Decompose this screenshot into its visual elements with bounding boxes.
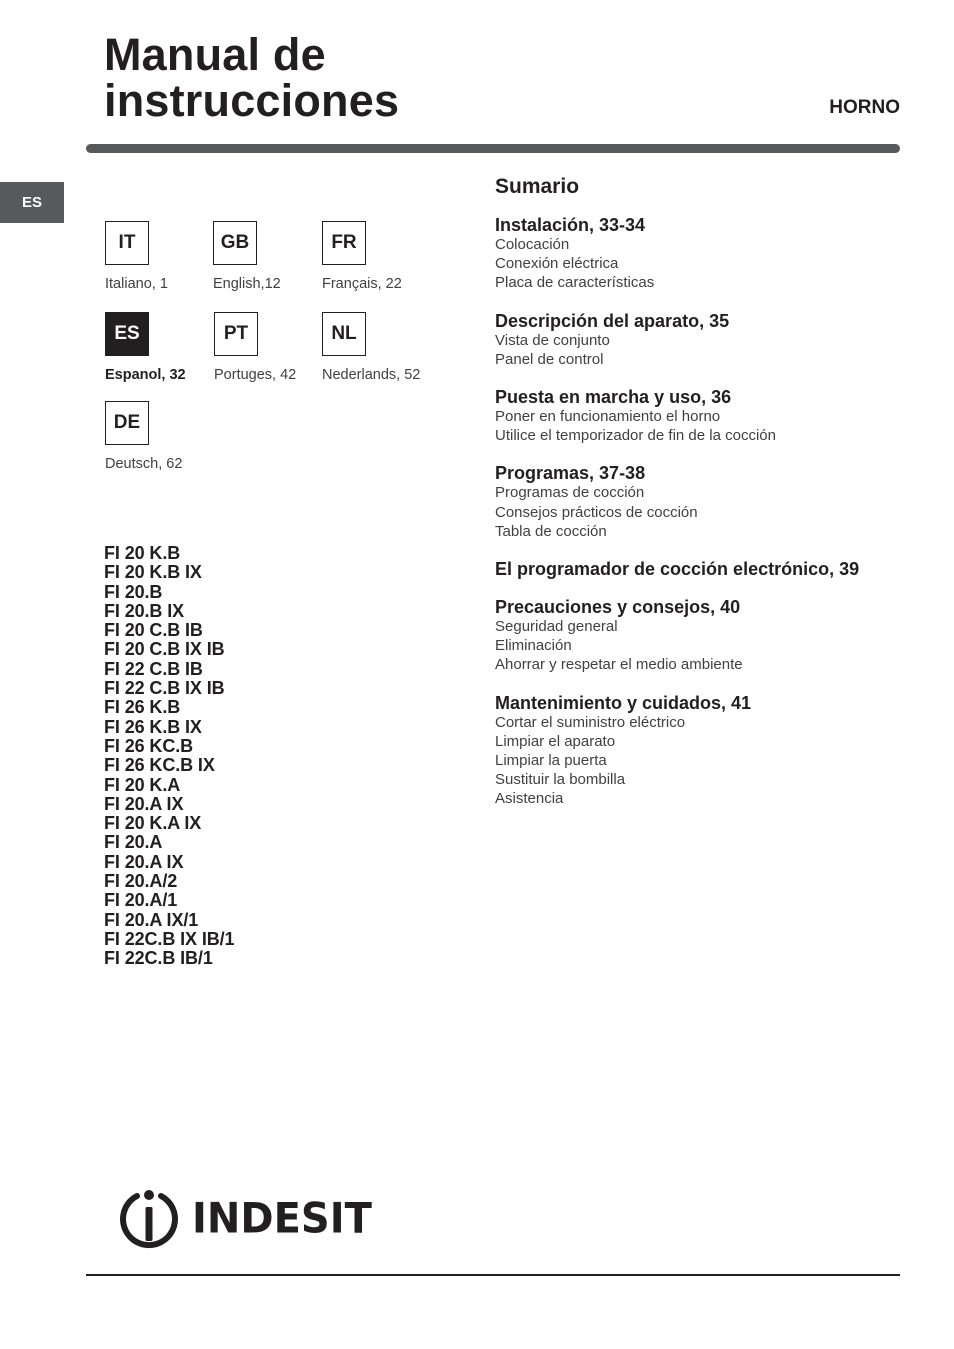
toc-item[interactable]: Conexión eléctrica xyxy=(495,255,619,273)
toc-section-title[interactable]: Programas, 37-38 xyxy=(495,463,646,484)
toc-item[interactable]: Consejos prácticos de cocción xyxy=(495,503,698,521)
title-line-1: Manual de xyxy=(104,29,326,80)
language-code-box: DE xyxy=(105,401,149,445)
model-item: FI 22C.B IB/1 xyxy=(104,948,213,969)
toc-item[interactable]: Placa de características xyxy=(495,274,655,292)
language-side-tab: ES xyxy=(0,182,64,223)
language-fr[interactable] xyxy=(322,221,402,292)
toc-section-precauciones xyxy=(495,598,900,675)
language-label: Espanol, 32 xyxy=(105,367,186,383)
toc-section-instalacion xyxy=(495,216,900,293)
brand-name: INDESIT xyxy=(192,1194,372,1244)
toc-item[interactable]: Programas de cocción xyxy=(495,484,645,502)
toc-item[interactable]: Cortar el suministro eléctrico xyxy=(495,713,686,731)
toc-section-descripcion xyxy=(495,312,900,369)
page-title xyxy=(104,29,400,126)
toc-item[interactable]: Colocación xyxy=(495,236,570,253)
language-code-box: ES xyxy=(105,312,149,356)
model-item: FI 26 KC.B xyxy=(104,735,194,756)
title-line-2: instrucciones xyxy=(104,75,400,126)
language-label: Portuges, 42 xyxy=(214,367,297,383)
language-code-box: FR xyxy=(322,221,366,265)
language-label: Deutsch, 62 xyxy=(105,456,183,472)
toc-section-title[interactable]: Instalación, 33-34 xyxy=(495,215,646,235)
toc-item[interactable]: Utilice el temporizador de fin de la cocción xyxy=(495,427,776,445)
language-code-box: IT xyxy=(105,221,149,265)
model-list xyxy=(104,544,234,969)
language-label: Français, 22 xyxy=(322,276,402,292)
summary-title: Sumario xyxy=(495,175,580,198)
model-item: FI 22 C.B IX IB xyxy=(104,678,225,699)
model-item: FI 22 C.B IB xyxy=(104,658,203,679)
toc-item[interactable]: Asistencia xyxy=(495,790,564,808)
language-label: English,12 xyxy=(213,276,281,292)
toc-section-programador xyxy=(495,560,900,579)
toc-item[interactable]: Seguridad general xyxy=(495,618,618,636)
footer-divider xyxy=(86,1274,900,1276)
toc-section-title[interactable]: Precauciones y consejos, 40 xyxy=(495,597,741,618)
model-item: FI 20 C.B IB xyxy=(104,620,203,641)
toc-item[interactable]: Poner en funcionamiento el horno xyxy=(495,408,721,426)
language-es[interactable] xyxy=(105,312,186,383)
language-nl[interactable] xyxy=(322,312,421,383)
toc-item[interactable]: Ahorrar y respetar el medio ambiente xyxy=(495,656,743,674)
language-label: Italiano, 1 xyxy=(105,276,168,292)
model-item: FI 20.A IX xyxy=(104,851,184,872)
language-gb[interactable] xyxy=(213,221,281,292)
language-code-box: GB xyxy=(213,221,257,265)
model-item: FI 20 C.B IX IB xyxy=(104,639,225,660)
model-item: FI 20.A xyxy=(104,832,163,853)
model-item: FI 26 K.B IX xyxy=(104,716,202,737)
model-item: FI 20 K.A xyxy=(104,774,181,795)
toc-section-puesta-en-marcha xyxy=(495,388,900,445)
toc-section-title[interactable]: Descripción del aparato, 35 xyxy=(495,310,730,331)
model-item: FI 20 K.B IX xyxy=(104,562,202,583)
product-type: HORNO xyxy=(829,97,900,118)
toc-item[interactable]: Eliminación xyxy=(495,637,572,655)
model-item: FI 26 K.B xyxy=(104,697,181,718)
language-pt[interactable] xyxy=(214,312,297,383)
toc-item[interactable]: Vista de conjunto xyxy=(495,331,610,349)
indesit-logo xyxy=(116,1186,372,1252)
model-item: FI 22C.B IX IB/1 xyxy=(104,928,235,949)
model-item: FI 20.B IX xyxy=(104,600,185,621)
model-item: FI 20 K.B xyxy=(104,543,181,563)
toc-section-programas xyxy=(495,464,900,541)
toc-section-title[interactable]: Mantenimiento y cuidados, 41 xyxy=(495,692,752,713)
header-divider xyxy=(86,144,900,153)
toc-item[interactable]: Limpiar el aparato xyxy=(495,732,616,750)
model-item: FI 20 K.A IX xyxy=(104,813,202,834)
model-item: FI 20.B xyxy=(104,581,163,602)
indesit-logo-icon xyxy=(116,1186,182,1252)
model-item: FI 26 KC.B IX xyxy=(104,755,215,776)
toc-item[interactable]: Sustituir la bombilla xyxy=(495,771,626,789)
language-code-box: NL xyxy=(322,312,366,356)
toc-item[interactable]: Tabla de cocción xyxy=(495,522,607,540)
model-item: FI 20.A IX xyxy=(104,793,184,814)
model-item: FI 20.A/1 xyxy=(104,890,178,911)
toc-section-title[interactable]: Puesta en marcha y uso, 36 xyxy=(495,387,732,408)
toc-item[interactable]: Panel de control xyxy=(495,350,604,368)
table-of-contents xyxy=(495,174,900,828)
toc-section-title[interactable]: El programador de cocción electrónico, 39 xyxy=(495,559,860,580)
model-item: FI 20.A/2 xyxy=(104,871,178,892)
language-label: Nederlands, 52 xyxy=(322,367,421,383)
language-de[interactable] xyxy=(105,401,183,472)
language-code-box: PT xyxy=(214,312,258,356)
toc-section-mantenimiento xyxy=(495,694,900,809)
model-item: FI 20.A IX/1 xyxy=(104,909,199,930)
language-it[interactable] xyxy=(105,221,168,292)
toc-item[interactable]: Limpiar la puerta xyxy=(495,752,607,770)
